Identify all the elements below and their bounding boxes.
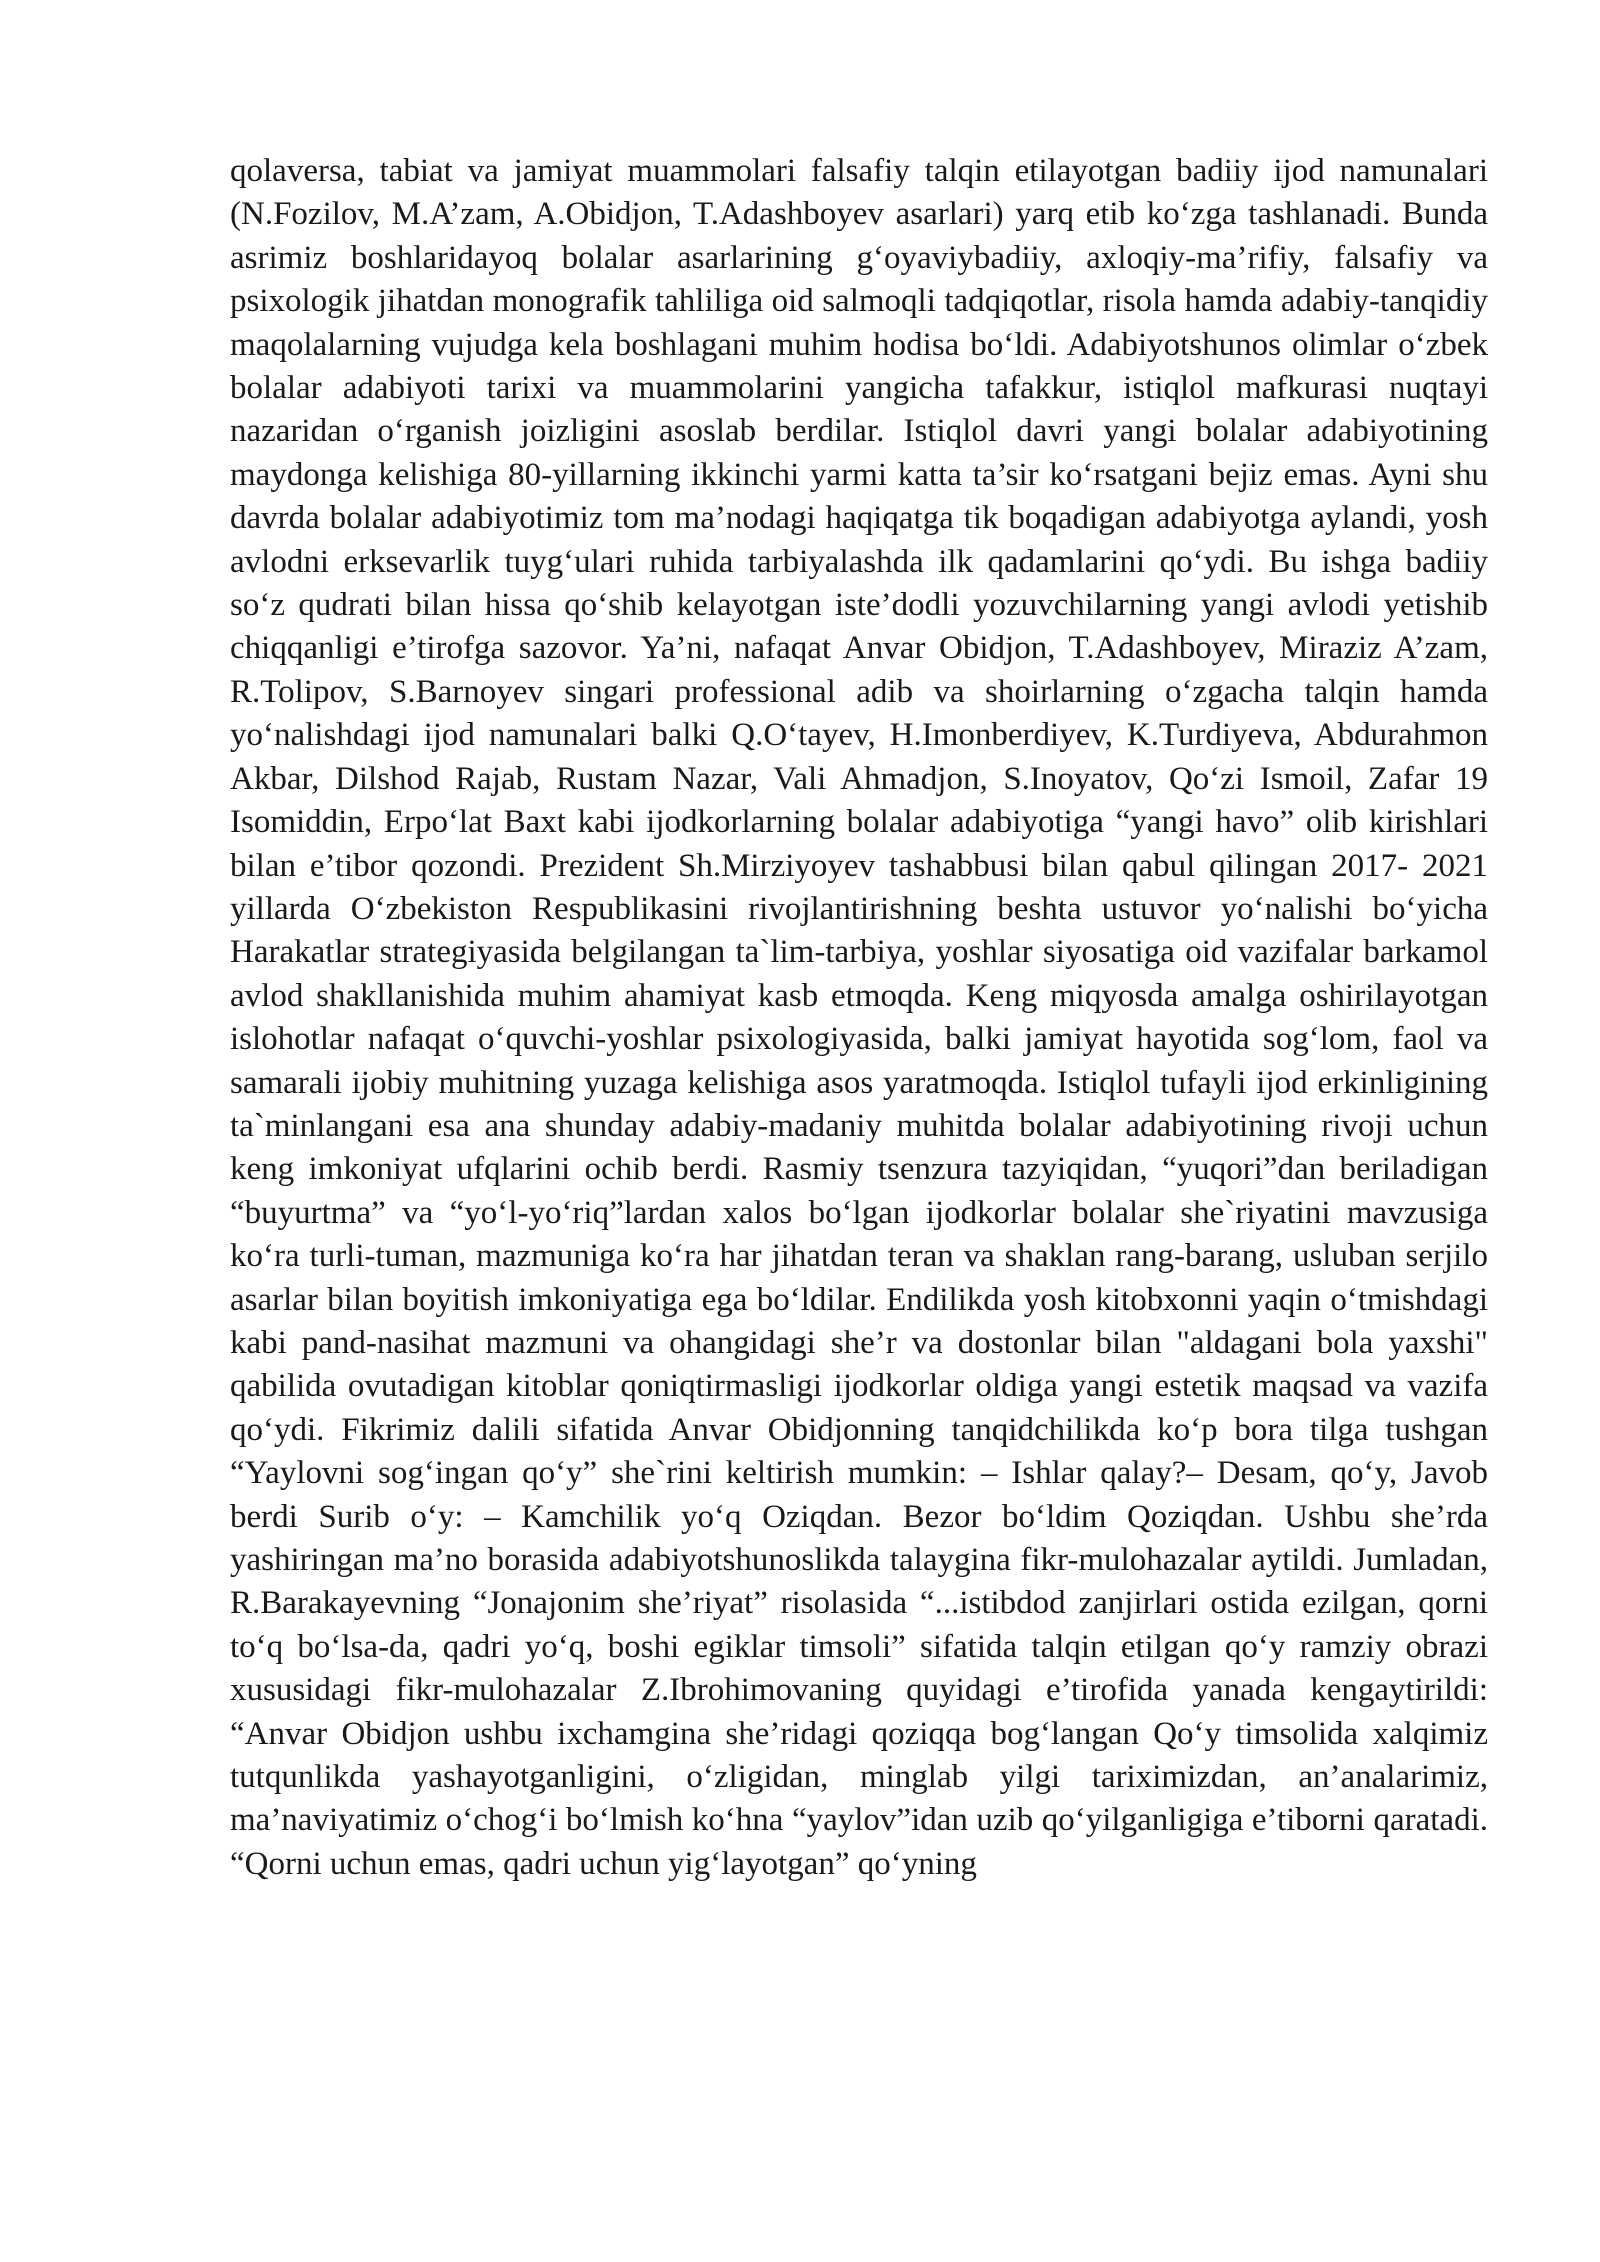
body-paragraph: qolaversa, tabiat va jamiyat muammolari falsafiy talqin etilayotgan badiiy ijod namunalari (N.Fozilov, M.A’zam, A.Obidjon, T.Adashboyev asarlari) yarq etib ko‘zga tashlanadi. Bunda asrimiz boshlaridayoq bolalar asarlarining g‘oyaviybadiiy, axloqiy-ma’rifiy, falsafiy va psixologik jihatdan monografik tahliliga oid salmoqli tadqiqotlar, risola hamda adabiy-tanqidiy maqolalarning vujudga kela boshlagani muhim hodisa bo‘ldi. Adabiyotshunos olimlar o‘zbek bolalar adabiyoti tarixi va muammolarini yangicha tafakkur, istiqlol mafkurasi nuqtayi nazaridan o‘rganish joizligini asoslab berdilar. Istiqlol davri yangi bolalar adabiyotining maydonga kelishiga 80-yillarning ikkinchi yarmi katta ta’sir ko‘rsatgani bejiz emas. Ayni shu davrda bolalar adabiyotimiz tom ma’nodagi haqiqatga tik boqadigan adabiyotga aylandi, yosh avlodni erksevarlik tuyg‘ulari ruhida tarbiyalashda ilk qadamlarini qo‘ydi. Bu ishga badiiy so‘z qudrati bilan hissa qo‘shib kelayotgan iste’dodli yozuvchilarning yangi avlodi yetishib chiqqanligi e’tirofga sazovor. Ya’ni, nafaqat Anvar Obidjon, T.Adashboyev, Miraziz A’zam, R.Tolipov, S.Barnoyev singari professional adib va shoirlarning o‘zgacha talqin hamda yo‘nalishdagi ijod namunalari balki Q.O‘tayev, H.Imonberdiyev, K.Turdiyeva, Abdurahmon Akbar, Dilshod Rajab, Rustam Nazar, Vali Ahmadjon, S.Inoyatov, Qo‘zi Ismoil, Zafar 19 Isomiddin, Erpo‘lat Baxt kabi ijodkorlarning bolalar adabiyotiga “yangi havo” olib kirishlari bilan e’tibor qozondi. Prezident Sh.Mirziyoyev tashabbusi bilan qabul qilingan 2017- 2021 yillarda O‘zbekiston Respublikasini rivojlantirishning beshta ustuvor yo‘nalishi bo‘yicha Harakatlar strategiyasida belgilangan ta`lim-tarbiya, yoshlar siyosatiga oid vazifalar barkamol avlod shakllanishida muhim ahamiyat kasb etmoqda. Keng miqyosda amalga oshirilayotgan islohotlar nafaqat o‘quvchi-yoshlar psixologiyasida, balki jamiyat hayotida sog‘lom, faol va samarali ijobiy muhitning yuzaga kelishiga asos yaratmoqda. Istiqlol tufayli ijod erkinligining ta`minlangani esa ana shunday adabiy-madaniy muhitda bolalar adabiyotining rivoji uchun keng imkoniyat ufqlarini ochib berdi. Rasmiy tsenzura tazyiqidan, “yuqori”dan beriladigan “buyurtma” va “yo‘l-yo‘riq”lardan xalos bo‘lgan ijodkorlar bolalar she`riyatini mavzusiga ko‘ra turli-tuman, mazmuniga ko‘ra har jihatdan teran va shaklan rang-barang, usluban serjilo asarlar bilan boyitish imkoniyatiga ega bo‘ldilar. Endilikda yosh kitobxonni yaqin o‘tmishdagi kabi pand-nasihat mazmuni va ohangidagi she’r va dostonlar bilan "aldagani bola yaxshi" qabilida ovutadigan kitoblar qoniqtirmasligi ijodkorlar oldiga yangi estetik maqsad va vazifa qo‘ydi. Fikrimiz dalili sifatida Anvar Obidjonning tanqidchilikda ko‘p bora tilga tushgan “Yaylovni sog‘ingan qo‘y” she`rini keltirish mumkin: – Ishlar qalay?– Desam, qo‘y, Javob berdi Surib o‘y: – Kamchilik yo‘q Oziqdan. Bezor bo‘ldim Qoziqdan. Ushbu she’rda yashiringan ma’no borasida adabiyotshunoslikda talaygina fikr-mulohazalar aytildi. Jumladan, R.Barakayevning “Jonajonim she’riyat” risolasida “...istibdod zanjirlari ostida ezilgan, qorni to‘q bo‘lsa-da, qadri yo‘q, boshi egiklar timsoli” sifatida talqin etilgan qo‘y ramziy obrazi xususidagi fikr-mulohazalar Z.Ibrohimovaning quyidagi e’tirofida yanada kengaytirildi: “Anvar Obidjon ushbu ixchamgina she’ridagi qoziqqa bog‘langan Qo‘y timsolida xalqimiz tutqunlikda yashayotganligini, o‘zligidan, minglab yilgi tariximizdan, an’analarimiz, ma’naviyatimiz o‘chog‘i bo‘lmish ko‘hna “yaylov”idan uzib qo‘yilganligiga e’tiborni qaratadi. “Qorni uchun emas, qadri uchun yig‘layotgan” qo‘yning <box>230 153 1488 1882</box>
